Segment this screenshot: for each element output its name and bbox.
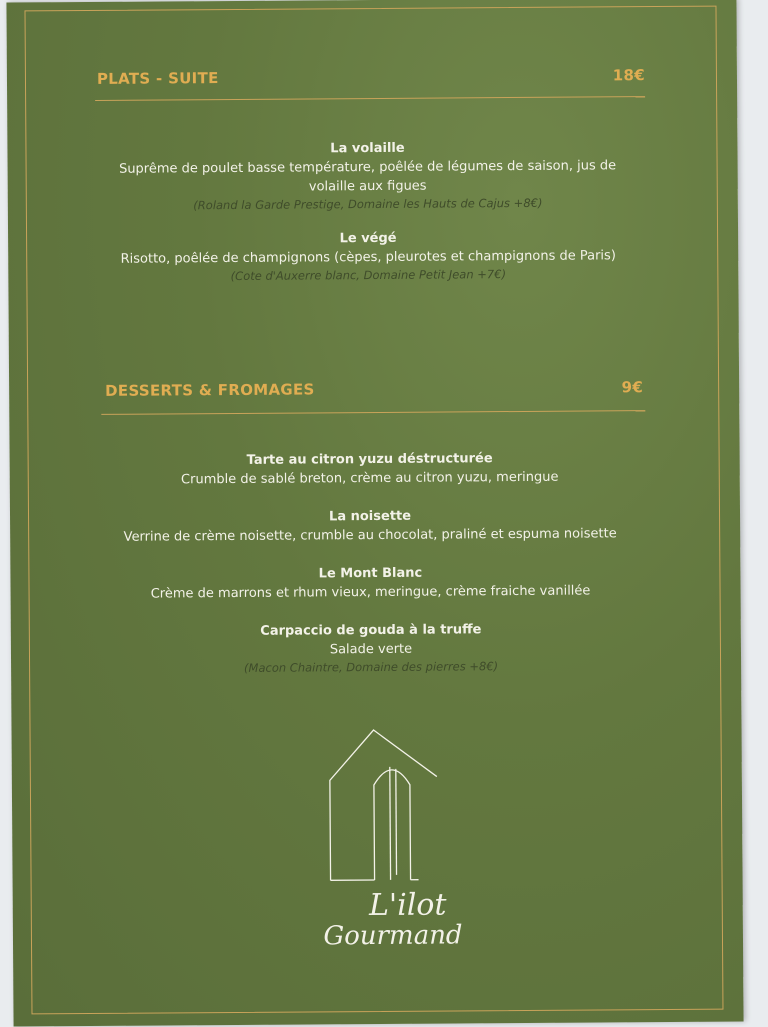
dish-description: Crumble de sablé breton, crème au citron yuzu, meringue bbox=[70, 467, 670, 490]
dish-item bbox=[70, 563, 670, 604]
section-price: 9€ bbox=[622, 378, 644, 396]
dish-name: Tarte au citron yuzu déstructurée bbox=[70, 449, 670, 471]
section-title: PLATS - SUITE bbox=[97, 69, 219, 88]
dish-item bbox=[71, 620, 671, 678]
dish-description: Crème de marrons et rhum vieux, meringue, crème fraiche vanillée bbox=[71, 581, 671, 604]
section-price: 18€ bbox=[613, 66, 645, 84]
logo-line-2: Gourmand bbox=[303, 921, 483, 950]
dish-item bbox=[70, 506, 670, 547]
dish-item bbox=[68, 228, 668, 286]
wine-pairing: (Macon Chaintre, Domaine des pierres +8€) bbox=[71, 657, 671, 678]
wine-pairing: (Roland la Garde Prestige, Domaine les Hauts de Cajus +8€) bbox=[68, 194, 668, 215]
dish-name: Le Mont Blanc bbox=[70, 563, 670, 585]
dish-name: La volaille bbox=[67, 138, 667, 160]
dish-name: Carpaccio de gouda à la truffe bbox=[71, 620, 671, 642]
section-dishes-plats bbox=[67, 138, 668, 303]
section-dishes-desserts bbox=[70, 449, 672, 695]
dish-item bbox=[67, 138, 667, 215]
brand-logo-text bbox=[313, 889, 483, 950]
section-header-plats bbox=[97, 66, 645, 88]
dish-description: Salade verte bbox=[71, 638, 671, 661]
dish-item bbox=[70, 449, 670, 490]
dish-description: Suprême de poulet basse température, poêlée de légumes de saison, jus de volaille aux figues bbox=[68, 156, 668, 198]
wine-pairing: (Cote d'Auxerre blanc, Domaine Petit Jean +7€) bbox=[68, 265, 668, 286]
dish-name: Le végé bbox=[68, 228, 668, 250]
menu-page bbox=[6, 0, 743, 1027]
logo-line-1: L'ilot bbox=[333, 889, 483, 922]
dish-description: Verrine de crème noisette, crumble au chocolat, praliné et espuma noisette bbox=[70, 524, 670, 547]
section-title: DESSERTS & FROMAGES bbox=[105, 380, 315, 399]
dish-description: Risotto, poêlée de champignons (cèpes, pleurotes et champignons de Paris) bbox=[68, 246, 668, 269]
section-header-desserts bbox=[105, 378, 643, 400]
dish-name: La noisette bbox=[70, 506, 670, 528]
